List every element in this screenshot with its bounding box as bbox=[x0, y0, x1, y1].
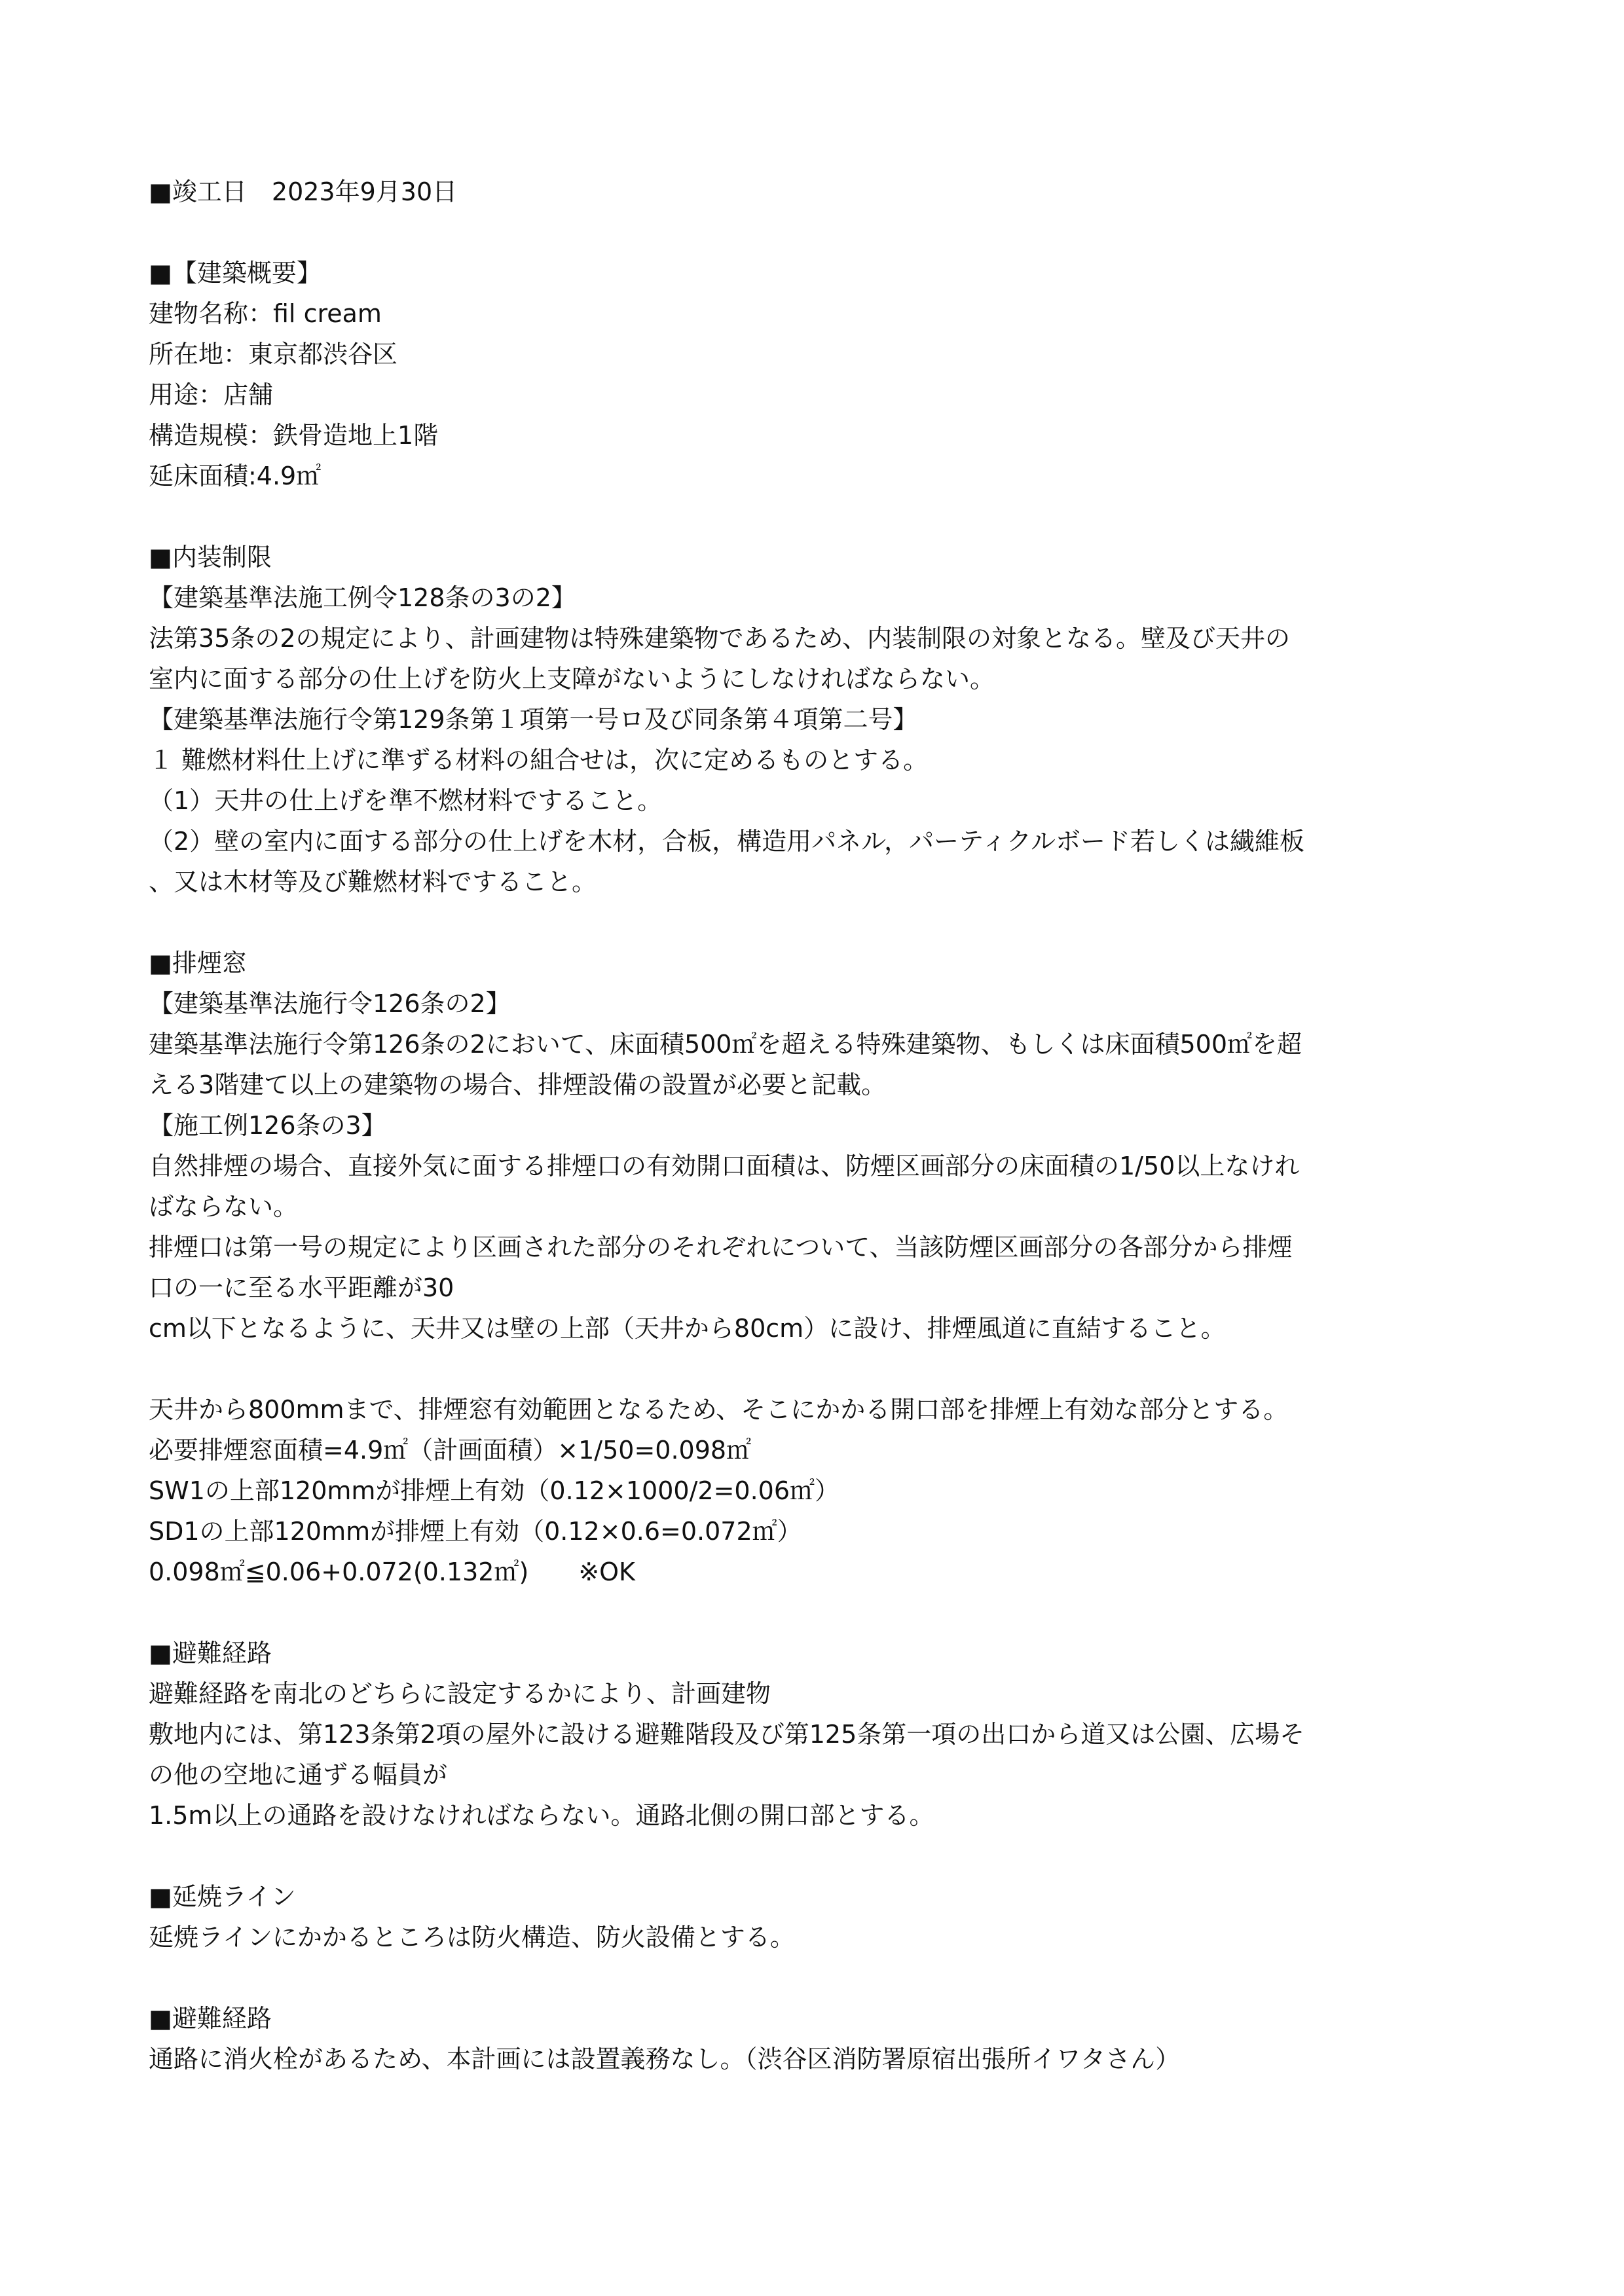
text-line: cm以下となるように、天井又は壁の上部（天井から80cm）に設け、排煙風道に直結すること。 bbox=[149, 1314, 1226, 1343]
text-line: 避難経路を南北のどちらに設定するかにより、計画建物 bbox=[149, 1679, 771, 1708]
document-page bbox=[149, 172, 1478, 2079]
completion-date: ■竣工日 2023年9月30日 bbox=[149, 177, 458, 206]
calculation-result: 0.098㎡≦0.06+0.072(0.132㎡) ※OK bbox=[149, 1558, 635, 1586]
text-line: 口の一に至る水平距離が30 bbox=[149, 1273, 454, 1302]
text-line: の他の空地に通ずる幅員が bbox=[149, 1760, 448, 1789]
spacer bbox=[149, 1958, 1478, 1998]
spacer bbox=[149, 496, 1478, 537]
section-heading-fire-spread-line: ■延焼ライン bbox=[149, 1882, 296, 1911]
section-heading-interior-restriction: ■内装制限 bbox=[149, 543, 272, 572]
section-heading-evacuation-route-2: ■避難経路 bbox=[149, 2004, 272, 2033]
text-line: 【建築基準法施行令126条の2】 bbox=[149, 989, 511, 1018]
section-heading-evacuation-route: ■避難経路 bbox=[149, 1639, 272, 1667]
text-line: 自然排煙の場合、直接外気に面する排煙口の有効開口面積は、防煙区画部分の床面積の1/50以上なけれ bbox=[149, 1152, 1300, 1180]
text-line: 1.5m以上の通路を設けなければならない。通路北側の開口部とする。 bbox=[149, 1801, 934, 1830]
calculation-line: 必要排煙窓面積=4.9㎡（計画面積）×1/50=0.098㎡ bbox=[149, 1436, 752, 1465]
spacer bbox=[149, 212, 1478, 253]
spacer bbox=[149, 1349, 1478, 1389]
text-line: （1）天井の仕上げを準不燃材料ですること。 bbox=[149, 786, 663, 815]
text-line: 法第35条の2の規定により、計画建物は特殊建築物であるため、内装制限の対象となる。壁及び天井の bbox=[149, 624, 1291, 653]
building-name: 建物名称：fil cream bbox=[149, 299, 382, 328]
text-line: 建築基準法施行令第126条の2において、床面積500㎡を超える特殊建築物、もしくは床面積500㎡を超 bbox=[149, 1030, 1302, 1059]
spacer bbox=[149, 902, 1478, 943]
section-heading-building-overview: ■【建築概要】 bbox=[149, 259, 322, 287]
calculation-line: SW1の上部120mmが排煙上有効（0.12×1000/2=0.06㎡） bbox=[149, 1476, 840, 1505]
text-line: 天井から800mmまで、排煙窓有効範囲となるため、そこにかかる開口部を排煙上有効な部分とする。 bbox=[149, 1395, 1289, 1424]
calculation-line: SD1の上部120mmが排煙上有効（0.12×0.6=0.072㎡） bbox=[149, 1517, 802, 1546]
text-line: 室内に面する部分の仕上げを防火上支障がないようにしなければならない。 bbox=[149, 665, 995, 693]
usage: 用途：店舗 bbox=[149, 380, 274, 409]
text-line: 【建築基準法施行令第129条第１項第一号ロ及び同条第４項第二号】 bbox=[149, 705, 918, 734]
text-line: １ 難燃材料仕上げに準ずる材料の組合せは，次に定めるものとする。 bbox=[149, 746, 929, 774]
text-line: ばならない。 bbox=[149, 1192, 299, 1221]
text-line: 通路に消火栓があるため、本計画には設置義務なし。（渋谷区消防署原宿出張所イワタさん） bbox=[149, 2045, 1181, 2073]
text-line: （2）壁の室内に面する部分の仕上げを木材，合板，構造用パネル，パーティクルボード若しくは繊維板 bbox=[149, 827, 1304, 856]
section-heading-smoke-window: ■排煙窓 bbox=[149, 949, 247, 977]
text-line: 敷地内には、第123条第2項の屋外に設ける避難階段及び第125条第一項の出口から道又は公園、広場そ bbox=[149, 1720, 1305, 1749]
text-line: 【建築基準法施工例令128条の3の2】 bbox=[149, 583, 576, 612]
total-floor-area: 延床面積:4.9㎡ bbox=[149, 462, 322, 490]
location: 所在地：東京都渋谷区 bbox=[149, 340, 398, 369]
text-line: 【施工例126条の3】 bbox=[149, 1111, 386, 1140]
text-line: 延焼ラインにかかるところは防火構造、防火設備とする。 bbox=[149, 1923, 795, 1952]
spacer bbox=[149, 1592, 1478, 1633]
text-line: 、又は木材等及び難燃材料ですること。 bbox=[149, 867, 597, 896]
spacer bbox=[149, 1836, 1478, 1876]
text-line: 排煙口は第一号の規定により区画された部分のそれぞれについて、当該防煙区画部分の各部分から排煙 bbox=[149, 1233, 1293, 1262]
structure-scale: 構造規模：鉄骨造地上1階 bbox=[149, 421, 439, 450]
text-line: える3階建て以上の建築物の場合、排煙設備の設置が必要と記載。 bbox=[149, 1070, 887, 1099]
